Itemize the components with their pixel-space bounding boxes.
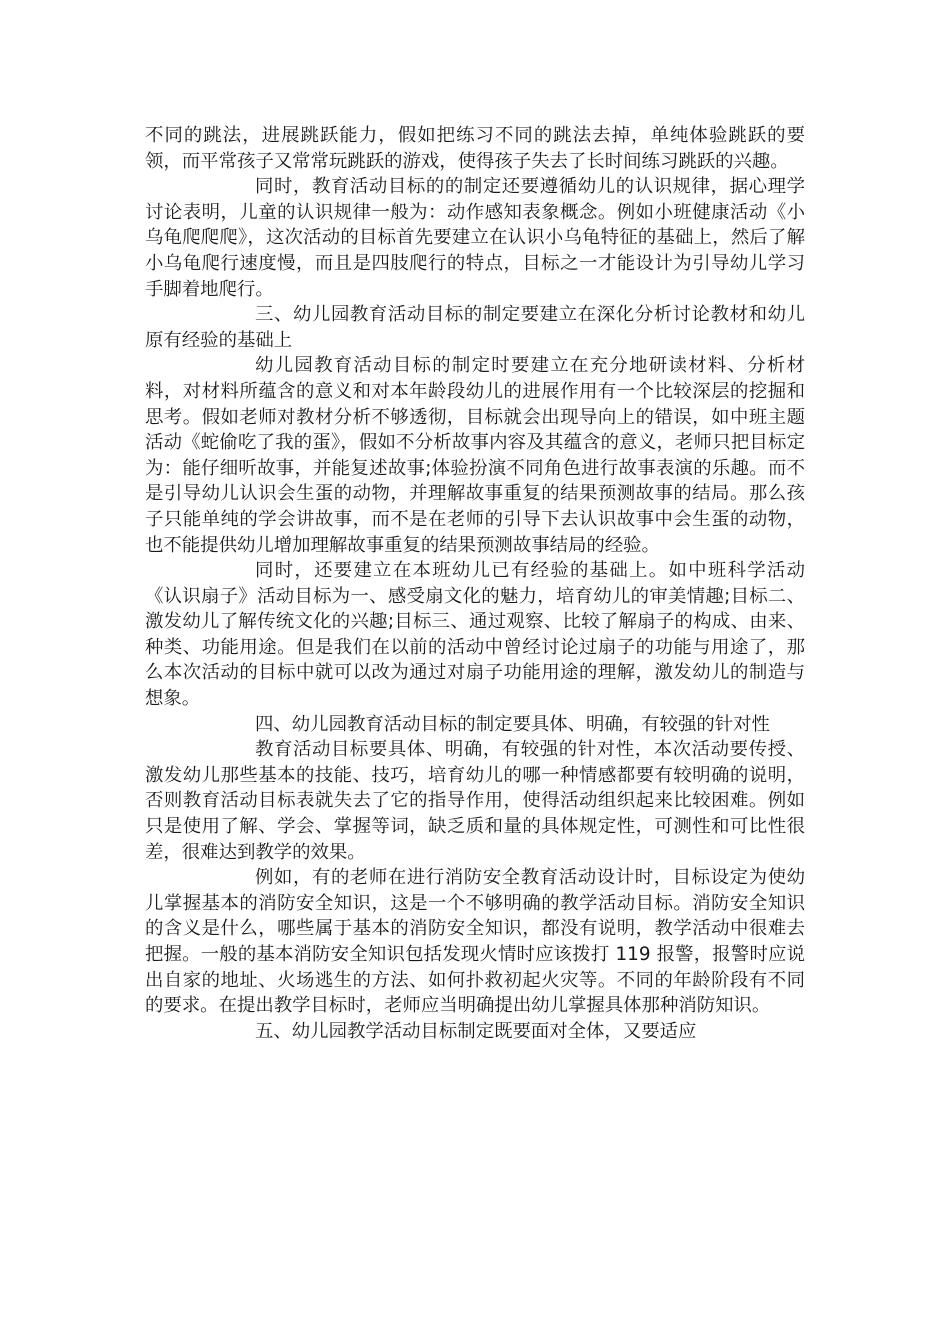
paragraph-fire-safety-example: 例如，有的老师在进行消防安全教育活动设计时，目标设定为使幼儿掌握基本的消防安全知识，这是一个不够明确的教学活动目标。消防安全知识的含义是什么，哪些属于基本的消防安全知识，都没有说明，教学活动中很难去把握。一般的基本消防安全知识包括发现火情时应该拨打 119 报警，报警时应说出自家的地址、火场逃生的方法、如何扑救初起火灾等。不同的年龄阶段有不同的要求。在提出教学目标时，老师应当明确提出幼儿掌握具体那种消防知识。	[145, 867, 805, 1017]
section-heading-3: 三、幼儿园教育活动目标的制定要建立在深化分析讨论教材和幼儿原有经验的基础上	[145, 304, 805, 351]
paragraph-specific-goals: 教育活动目标要具体、明确，有较强的针对性，本次活动要传授、激发幼儿那些基本的技能、技巧，培育幼儿的哪一种情感都要有较明确的说明，否则教育活动目标表就失去了它的指导作用，使得活动组织起来比较困难。例如只是使用了解、学会、掌握等词，缺乏质和量的具体规定性，可测性和可比性很差，很难达到教学的效果。	[145, 739, 805, 863]
paragraph-cognitive-rule: 同时，教育活动目标的的制定还要遵循幼儿的认识规律，据心理学讨论表明，儿童的认识规律一般为：动作感知表象概念。例如小班健康活动《小乌龟爬爬爬》，这次活动的目标首先要建立在认识小乌龟特征的基础上，然后了解小乌龟爬行速度慢，而且是四肢爬行的特点，目标之一才能设计为引导幼儿学习手脚着地爬行。	[145, 176, 805, 300]
section-heading-5: 五、幼儿园教学活动目标制定既要面对全体，又要适应	[255, 1020, 697, 1042]
paragraph-continuation: 不同的跳法，进展跳跃能力，假如把练习不同的跳法去掉，单纯体验跳跃的要领，而平常孩子又常常玩跳跃的游戏，使得孩子失去了长时间练习跳跃的兴趣。	[145, 125, 805, 172]
paragraph-material-analysis: 幼儿园教育活动目标的制定时要建立在充分地研读材料、分析材料，对材料所蕴含的意义和对本年龄段幼儿的进展作用有一个比较深层的挖掘和思考。假如老师对教材分析不够透彻，目标就会出现导向上的错误，如中班主题活动《蛇偷吃了我的蛋》，假如不分析故事内容及其蕴含的意义，老师只把目标定为：能仔细听故事，并能复述故事;体验扮演不同角色进行故事表演的乐趣。而不是引导幼儿认识会生蛋的动物，并理解故事重复的结果预测故事的结局。那么孩子只能单纯的学会讲故事，而不是在老师的引导下去认识故事中会生蛋的动物，也不能提供幼儿增加理解故事重复的结果预测故事结局的经验。	[145, 355, 805, 556]
document-body	[145, 123, 805, 1044]
paragraph-existing-experience: 同时，还要建立在本班幼儿已有经验的基础上。如中班科学活动《认识扇子》活动目标为一、感受扇文化的魅力，培育幼儿的审美情趣;目标二、激发幼儿了解传统文化的兴趣;目标三、通过观察、比较了解扇子的构成、由来、种类、功能用途。但是我们在以前的活动中曾经讨论过扇子的功能与用途了，那么本次活动的目标中就可以改为通过对扇子功能用途的理解，激发幼儿的制造与想象。	[145, 560, 805, 710]
section-heading-4: 四、幼儿园教育活动目标的制定要具体、明确，有较强的针对性	[255, 713, 770, 735]
